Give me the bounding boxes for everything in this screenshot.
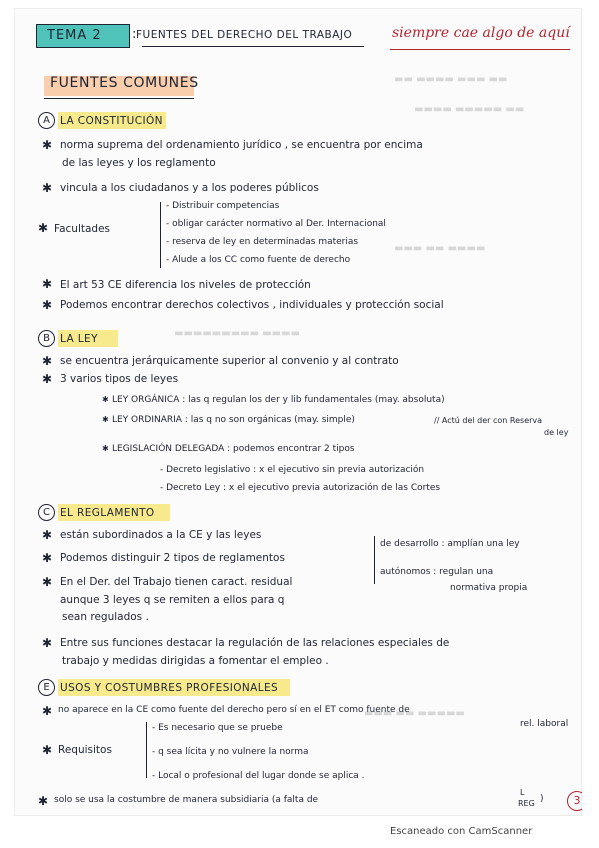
star-bullet-icon: ✱ (102, 395, 109, 404)
divider-line (374, 536, 375, 584)
star-bullet-icon: ✱ (42, 528, 53, 542)
margin-note: siempre cae algo de aquí (392, 25, 570, 41)
star-bullet-icon: ✱ (38, 221, 49, 235)
ordinaria-note: // Actú del der con Reserva (434, 416, 543, 425)
brace-top: L (520, 788, 525, 797)
text-line: 3 varios tipos de leyes (60, 373, 179, 385)
bleed-through-text: ▬▬ ▬▬▬▬ ▬▬▬ ▬▬ (394, 74, 508, 85)
brace-bottom: REG (518, 799, 535, 808)
brace-icon (146, 722, 147, 778)
facultades-label: Facultades (54, 223, 111, 235)
text-line: Entre sus funciones destacar la regulación de las relaciones especiales de (60, 637, 450, 649)
legislacion-delegada: LEGISLACIÓN DELEGADA : podemos encontrar 2 tipos (112, 444, 355, 454)
text-line: aunque 3 leyes q se remiten a ellos para q (60, 594, 285, 606)
bleed-through-text: ▬▬▬▬▬▬▬▬▬ ▬▬▬▬ (174, 328, 301, 339)
ley-ordinaria: LEY ORDINARIA : las q no son orgánicas (may. simple) (112, 415, 355, 425)
section-b-title: LA LEY (60, 333, 98, 345)
requisito-item: - q sea lícita y no vulnere la norma (152, 747, 309, 757)
margin-note-underline (390, 49, 570, 50)
section-a-title: LA CONSTITUCIÓN (60, 115, 163, 127)
text-line: trabajo y medidas dirigidas a fomentar el empleo . (62, 655, 329, 667)
star-bullet-icon: ✱ (102, 415, 109, 424)
star-bullet-icon: ✱ (42, 636, 53, 650)
section-e-title: USOS Y COSTUMBRES PROFESIONALES (60, 682, 279, 694)
circled-letter-icon: B (38, 330, 55, 347)
facultad-item: - obligar carácter normativo al Der. Internacional (166, 219, 386, 229)
star-bullet-icon: ✱ (42, 277, 53, 291)
close-paren: ) (540, 794, 544, 804)
page-title: FUENTES DEL DERECHO DEL TRABAJO (136, 29, 353, 41)
star-bullet-icon: ✱ (42, 575, 53, 589)
circled-letter-icon: E (38, 679, 55, 696)
section-c-title: EL REGLAMENTO (60, 507, 155, 519)
bleed-through-text: ▬▬▬▬ ▬▬▬▬▬ ▬▬ (414, 104, 525, 115)
star-bullet-icon: ✱ (102, 444, 109, 453)
star-bullet-icon: ✱ (42, 181, 53, 195)
star-bullet-icon: ✱ (42, 372, 53, 386)
star-bullet-icon: ✱ (42, 354, 53, 368)
circled-letter-icon: C (38, 504, 55, 521)
facultad-item: - Distribuir competencias (166, 201, 280, 211)
tema-label: TEMA 2 (36, 24, 130, 48)
star-bullet-icon: ✱ (42, 138, 53, 152)
text-line: norma suprema del ordenamiento jurídico , se encuentra por encima (60, 139, 423, 151)
text-line: sean regulados . (62, 611, 149, 623)
section-subtitle: FUENTES COMUNES (50, 75, 199, 91)
page-number: 3 (567, 791, 582, 811)
decreto-ley: - Decreto Ley : x el ejecutivo previa autorización de las Cortes (160, 483, 441, 493)
requisito-item: - Local o profesional del lugar donde se aplica . (152, 771, 365, 781)
text-line: Podemos distinguir 2 tipos de reglamentos (60, 552, 285, 564)
bleed-through-text: ▬▬▬ ▬▬ ▬▬▬▬ (394, 243, 486, 254)
text-line: están subordinados a la CE y las leyes (60, 529, 262, 541)
star-bullet-icon: ✱ (42, 551, 53, 565)
requisitos-label: Requisitos (58, 744, 112, 756)
facultad-item: - Alude a los CC como fuente de derecho (166, 255, 351, 265)
requisito-item: - Es necesario que se pruebe (152, 723, 283, 733)
text-line: rel. laboral (520, 719, 569, 729)
reglamento-tipo: autónomos : regulan una (380, 567, 494, 577)
text-line: no aparece en la CE como fuente del derecho pero sí en el ET como fuente de (58, 705, 410, 715)
circled-letter-icon: A (38, 112, 55, 129)
star-bullet-icon: ✱ (42, 743, 53, 757)
text-line: solo se usa la costumbre de manera subsidiaria (a falta de (54, 795, 319, 805)
reglamento-tipo: normativa propia (450, 583, 528, 593)
facultad-item: - reserva de ley en determinadas materias (166, 237, 359, 247)
subtitle-underline (44, 98, 194, 99)
ordinaria-note: de ley (544, 428, 569, 437)
decreto-legislativo: - Decreto legislativo : x el ejecutivo sin previa autorización (160, 465, 425, 475)
text-line: de las leyes y los reglamento (62, 157, 216, 169)
text-line: En el Der. del Trabajo tienen caract. residual (60, 576, 293, 588)
star-bullet-icon: ✱ (42, 298, 53, 312)
header-colon: : (132, 27, 137, 42)
notebook-page (14, 8, 582, 816)
title-underline (142, 46, 364, 47)
star-bullet-icon: ✱ (38, 794, 49, 808)
star-bullet-icon: ✱ (42, 704, 53, 718)
text-line: Podemos encontrar derechos colectivos , individuales y protección social (60, 299, 444, 311)
brace-icon (160, 202, 161, 268)
text-line: se encuentra jerárquicamente superior al convenio y al contrato (60, 355, 399, 367)
scanner-footer: Escaneado con CamScanner (390, 826, 533, 837)
text-line: El art 53 CE diferencia los niveles de protección (60, 279, 311, 291)
reglamento-tipo: de desarrollo : amplían una ley (380, 539, 520, 549)
ley-organica: LEY ORGÁNICA : las q regulan los der y lib fundamentales (may. absoluta) (112, 395, 445, 405)
bleed-through-text: ▬▬▬ ▬▬ ▬▬▬▬▬ (364, 708, 465, 719)
text-line: vincula a los ciudadanos y a los poderes públicos (60, 182, 319, 194)
